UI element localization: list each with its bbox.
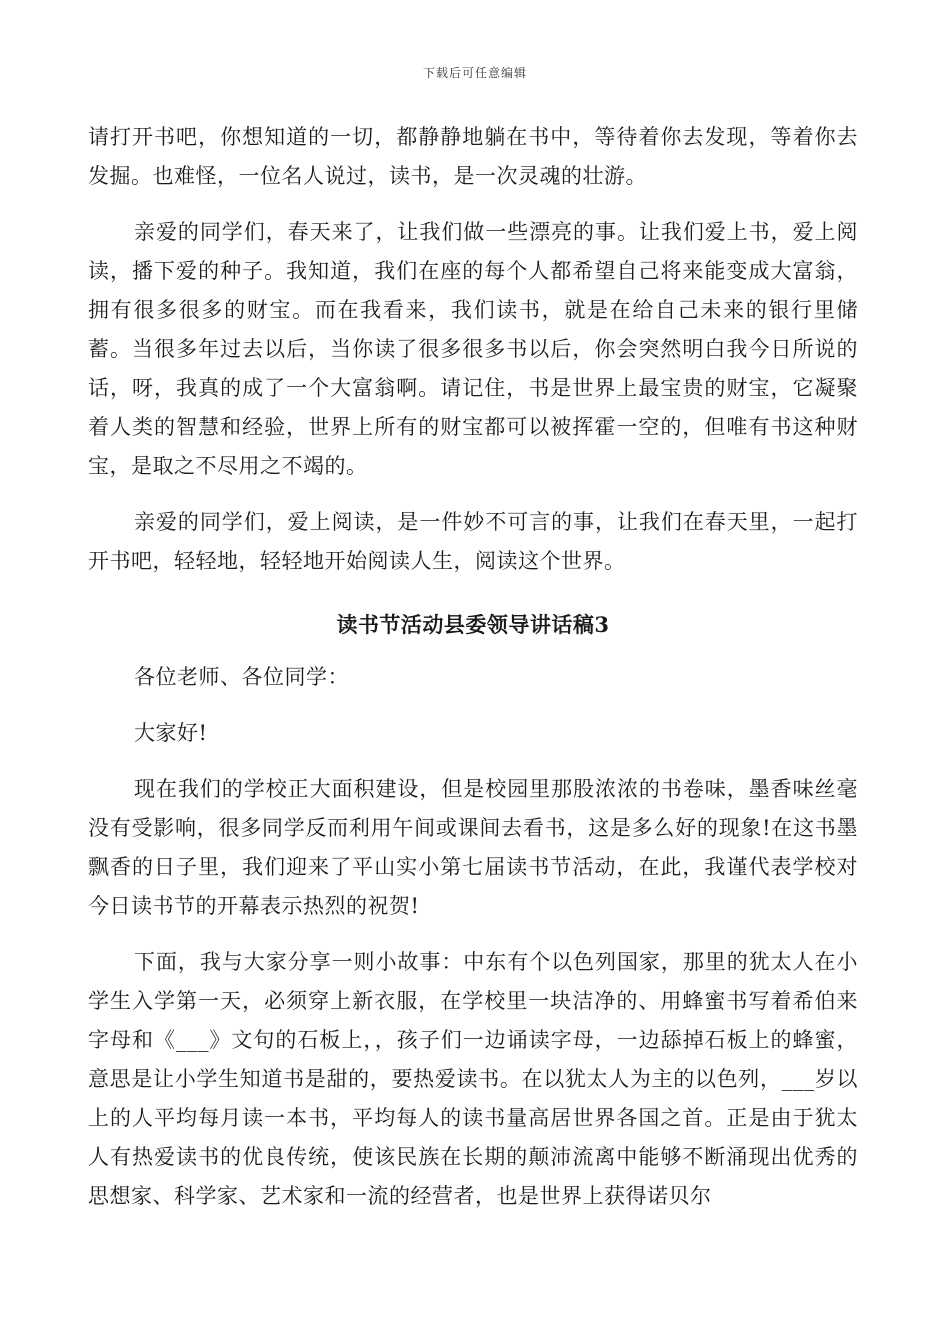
paragraph-spring-reading: 亲爱的同学们，春天来了，让我们做一些漂亮的事。让我们爱上书，爱上阅读，播下爱的种子。我知道，我们在座的每个人都希望自己将来能变成大富翁，拥有很多很多的财宝。而在我看来，我们读书，就是在给自己未来的银行里储蓄。当很多年过去以后，当你读了很多很多书以后，你会突然明白我今日所说的话，呀，我真的成了一个大富翁啊。请记住，书是世界上最宝贵的财宝，它凝聚着人类的智慧和经验，世界上所有的财宝都可以被挥霍一空的，但唯有书这种财宝，是取之不尽用之不竭的。 (88, 220, 858, 478)
paragraph-open-book: 请打开书吧，你想知道的一切，都静静地躺在书中，等待着你去发现，等着你去发掘。也难怪，一位名人说过，读书，是一次灵魂的壮游。 (88, 125, 858, 188)
page-header-note: 下载后可任意编辑 (422, 66, 527, 80)
section-title: 读书节活动县委领导讲话稿3 (336, 612, 610, 637)
paragraph-greeting: 大家好! (134, 721, 208, 745)
paragraph-salutation: 各位老师、各位同学： (134, 665, 349, 689)
paragraph-school-construction: 现在我们的学校正大面积建设，但是校园里那股浓浓的书卷味，墨香味丝毫没有受影响，很多同学反而利用午间或课间去看书，这是多么好的现象!在这书墨飘香的日子里，我们迎来了平山实小第七届读书节活动，在此，我谨代表学校对今日读书节的开幕表示热烈的祝贺! (88, 777, 858, 918)
document-body (88, 118, 858, 1216)
paragraph-story: 下面，我与大家分享一则小故事：中东有个以色列国家，那里的犹太人在小学生入学第一天，必须穿上新衣服，在学校里一块洁净的、用蜂蜜书写着希伯来字母和《___》文句的石板上，，孩子们一边诵读字母，一边舔掉石板上的蜂蜜，意思是让小学生知道书是甜的，要热爱读书。在以犹太人为主的以色列，___岁以上的人平均每月读一本书，平均每人的读书量高居世界各国之首。正是由于犹太人有热爱读书的优良传统，使该民族在长期的颠沛流离中能够不断涌现出优秀的思想家、科学家、艺术家和一流的经营者，也是世界上获得诺贝尔 (88, 950, 858, 1208)
paragraph-love-reading: 亲爱的同学们，爱上阅读，是一件妙不可言的事，让我们在春天里，一起打开书吧，轻轻地，轻轻地开始阅读人生，阅读这个世界。 (88, 510, 858, 573)
